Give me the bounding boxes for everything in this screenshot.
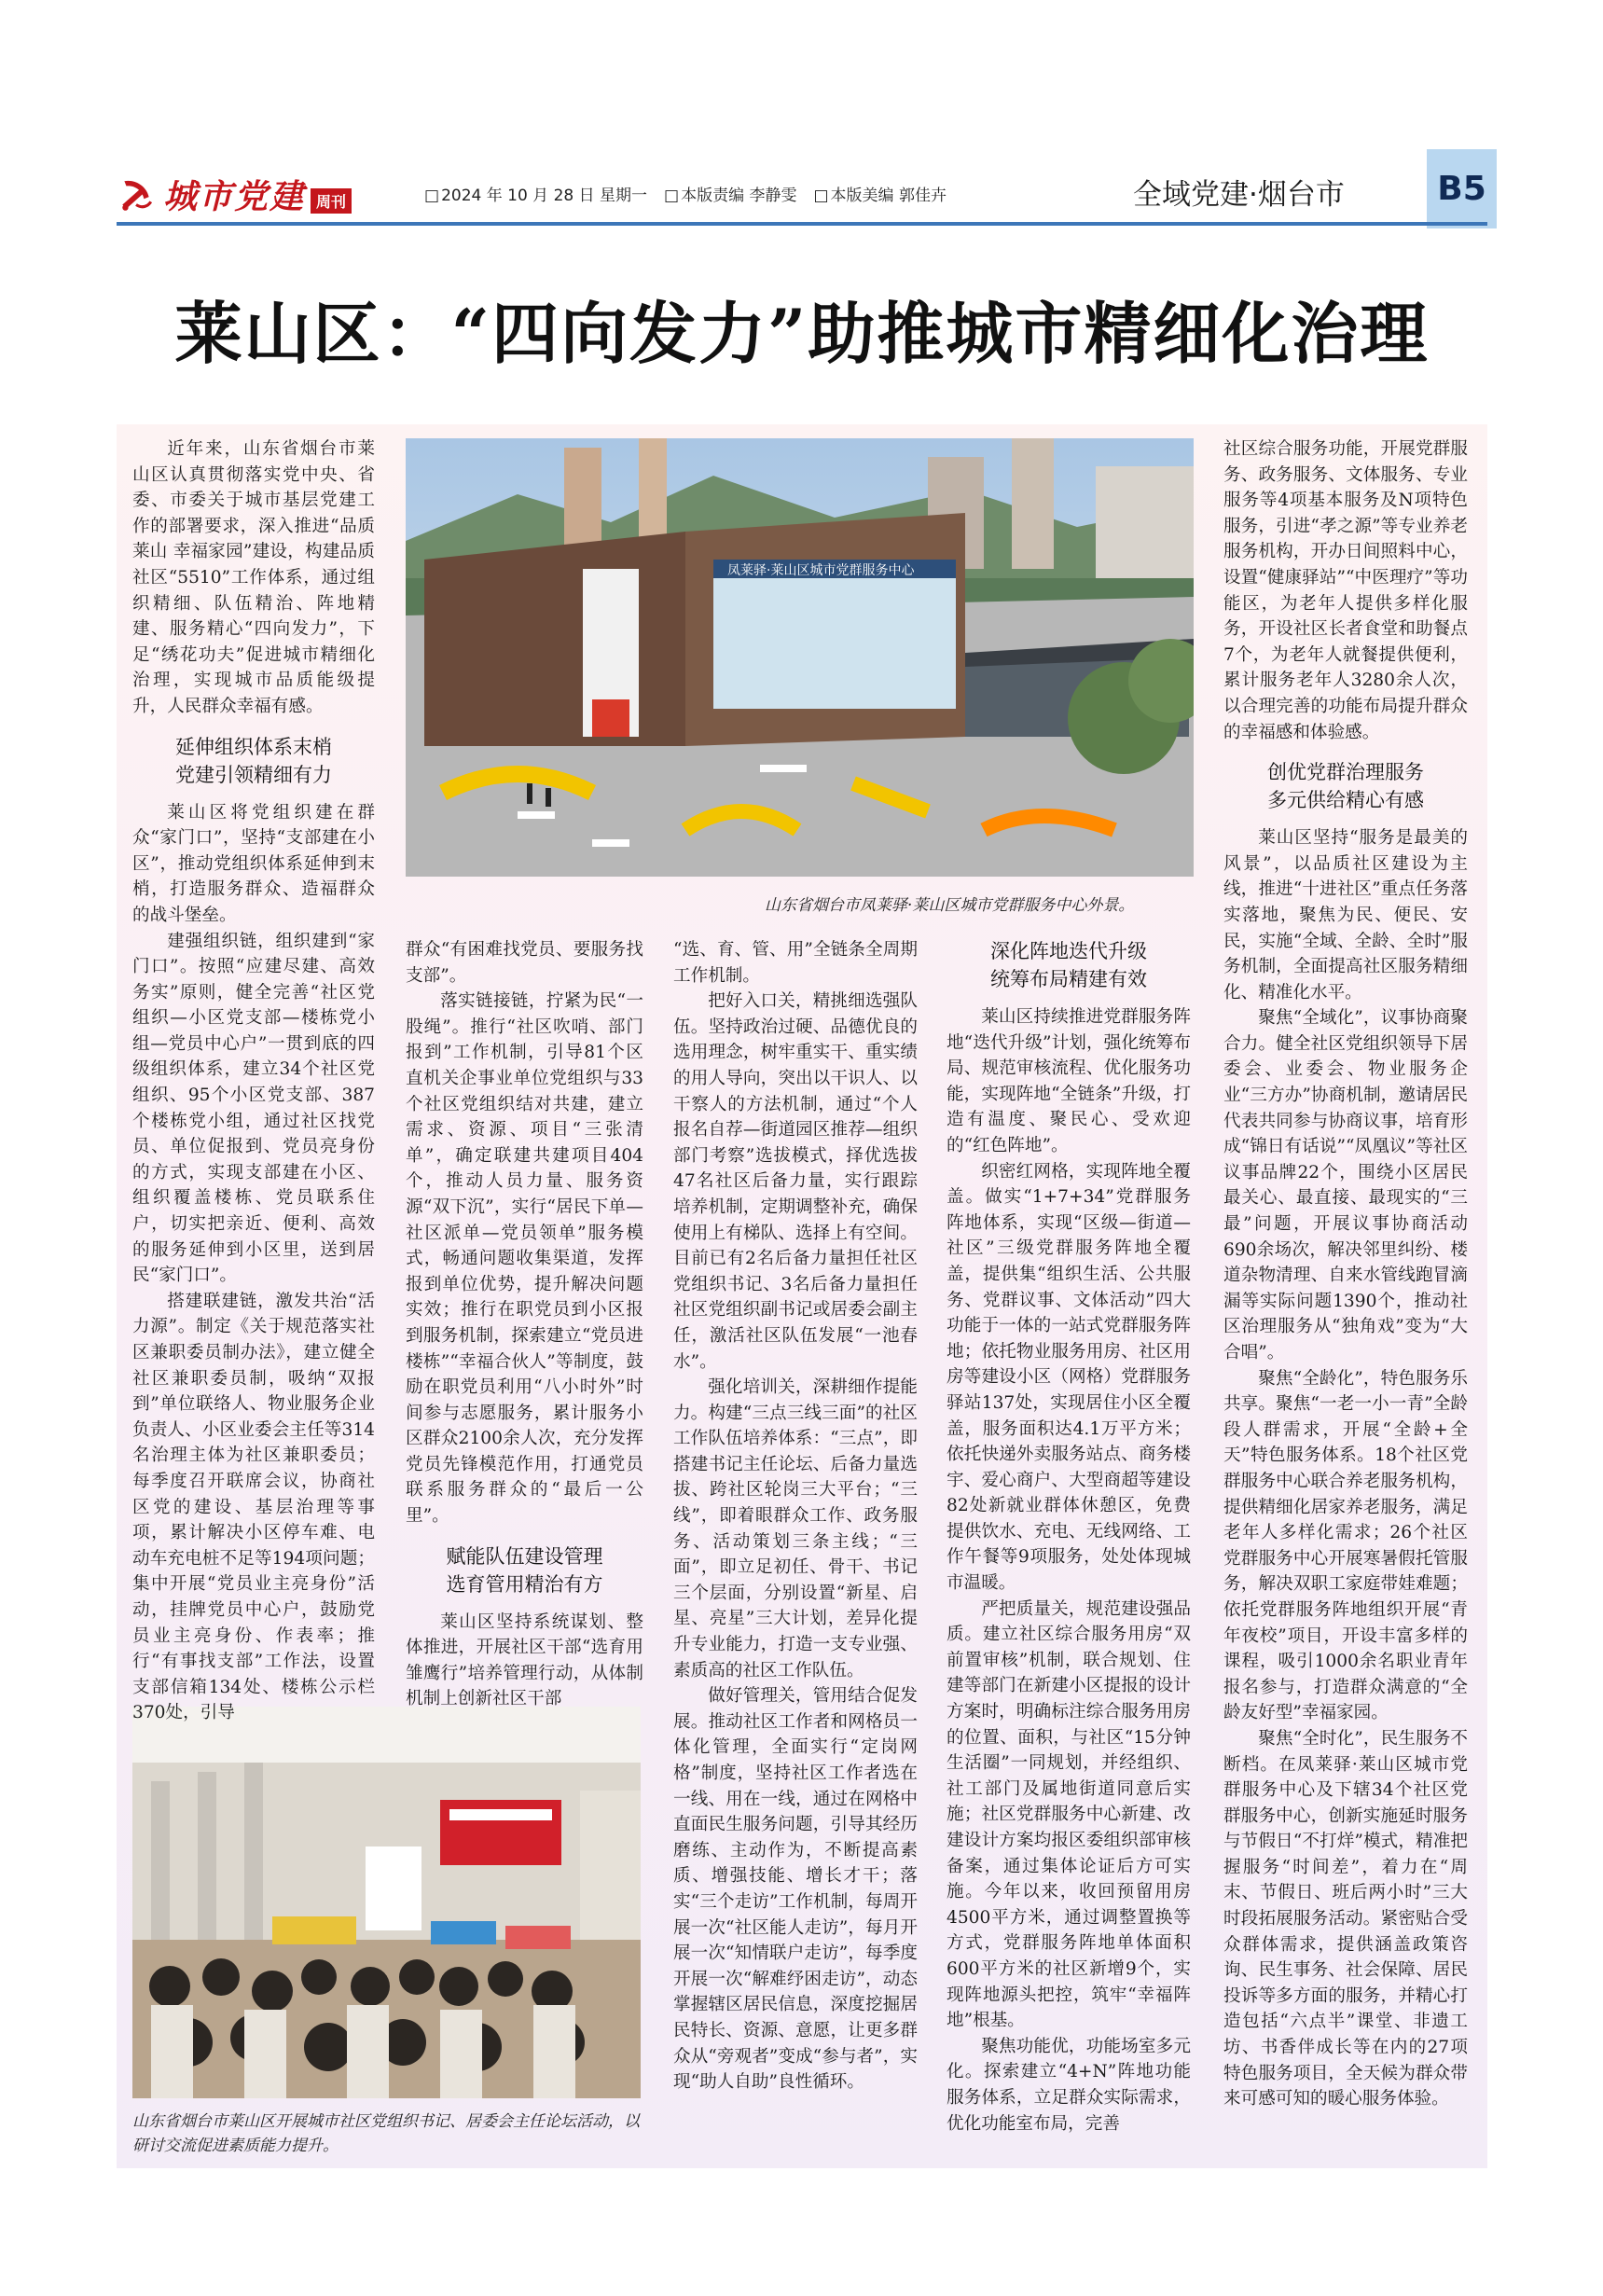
issue-meta xyxy=(424,182,947,205)
paragraph: 莱山区将党组织建在群众“家门口”，坚持“支部建在小区”，推动党组织体系延伸到末梢，打造服务群众、造福群众的战斗堡垒。 xyxy=(132,802,375,925)
heading-1-line-2: 党建引领精细有力 xyxy=(175,763,332,786)
issue-date: □ 2024 年 10 月 28 日 星期一 xyxy=(424,182,647,205)
heading-2-line-1: 赋能队伍建设管理 xyxy=(446,1544,603,1568)
section-name: 全域党建·烟台市 xyxy=(1133,178,1345,212)
brand xyxy=(117,171,352,218)
column-4 xyxy=(947,937,1191,2137)
photo-forum-activity xyxy=(132,1707,641,2098)
masthead xyxy=(117,154,1487,224)
building-sign: 凤莱驿·莱山区城市党群服务中心 xyxy=(727,563,915,578)
heading-3-line-2: 统筹布局精建有效 xyxy=(990,968,1147,990)
column-3 xyxy=(673,937,918,2095)
paragraph: 落实链接链，拧紧为民“一股绳”。推行“社区吹哨、部门报到”工作机制，引导81个区直机关企事业单位党组织与33个社区党组织结对共建，建立需求、资源、项目“三张清单”，确定联建共建项目404个，推动人员力量、服务资源“双下沉”，实行“居民下单—社区派单—党员领单”服务模式，畅通问题收集渠道，发挥报到单位优势，提升解决问题实效；推行在职党员到小区报到服务机制，探索建立“党员进楼栋”“幸福合伙人”等制度，鼓励在职党员利用“八小时外”时间参与志愿服务，累计服务小区群众2100余人次，充分发挥党员先锋模范作用，打通党员联系服务群众的“最后一公里”。 xyxy=(406,991,643,1527)
paragraph: 社区综合服务功能，开展党群服务、政务服务、文体服务、专业服务等4项基本服务及N项特色服务，引进“孝之源”等专业养老服务机构，开办日间照料中心，设置“健康驿站”“中医理疗”等功能区，为老年人提供多样化服务，开设社区长者食堂和助餐点7个，为老年人就餐提供便利，累计服务老年人3280余人次，以合理完善的功能布局提升群众的幸福感和体验感。 xyxy=(1223,439,1468,742)
paragraph: 聚焦“全域化”，议事协商聚合力。健全社区党组织领导下居委会、业委会、物业服务企业“三方办”协商机制，邀请居民代表共同参与协商议事，培育形成“锦日有话说”“凤凰议”等社区议事品牌22个，围绕小区居民最关心、最直接、最现实的“三最”问题，开展议事协商活动690余场次，解决邻里纠纷、楼道杂物清理、自来水管线跑冒滴漏等实际问题1390个，推动社区治理服务从“独角戏”变为“大合唱”。 xyxy=(1223,1008,1468,1362)
paragraph: 莱山区持续推进党群服务阵地“迭代升级”计划，强化统筹布局、规范审核流程、优化服务功能，实现阵地“全链条”升级，打造有温度、聚民心、受欢迎的“红色阵地”。 xyxy=(947,1007,1191,1155)
section-heading-1 xyxy=(132,733,375,789)
building-illustration xyxy=(406,438,1194,877)
page-number: B5 xyxy=(1427,149,1497,228)
section-heading-2 xyxy=(406,1542,643,1598)
brand-name: 城市党建 xyxy=(163,177,306,216)
paragraph: 做好管理关，管用结合促发展。推动社区工作者和网格员一体化管理，全面实行“定岗网格”制度，坚持社区工作者选在一线、用在一线，通过在网格中直面民生服务问题，引导其经历磨练、主动作为，不断提高素质、增强技能、增长才干；落实“三个走访”工作机制，每周开展一次“社区能人走访”，每月开展一次“知情联户走访”，每季度开展一次“解难纾困走访”，动态掌握辖区居民信息，深度挖掘居民特长、资源、意愿，让更多群众从“旁观者”变成“参与者”，实现“助人自助”良性循环。 xyxy=(673,1686,918,2093)
paragraph: “选、育、管、用”全链条全周期工作机制。 xyxy=(673,940,918,986)
forum-illustration xyxy=(132,1707,641,2098)
paragraph: 聚焦功能优，功能场室多元化。探索建立“4+N”阵地功能服务体系，立足群众实际需求，优化功能室布局，完善 xyxy=(947,2036,1191,2134)
heading-2-line-2: 选育管用精治有方 xyxy=(446,1572,603,1596)
heading-4-line-1: 创优党群治理服务 xyxy=(1267,761,1424,784)
paragraph: 建强组织链，组织建到“家门口”。按照“应建尽建、高效务实”原则，健全完善“社区党组织—小区党支部—楼栋党小组—党员中心户”一贯到底的四级组织体系，建立34个社区党组织、95个小区党支部、387个楼栋党小组，通过社区找党员、单位促报到、党员亮身份的方式，实现支部建在小区、组织覆盖楼栋、党员联系住户，切实把亲近、便利、高效的服务延伸到小区里，送到居民“家门口”。 xyxy=(132,931,375,1286)
heading-1-line-1: 延伸组织体系末梢 xyxy=(175,735,332,758)
header-rule xyxy=(117,222,1487,226)
section-heading-3 xyxy=(947,937,1191,993)
column-1 xyxy=(132,436,375,1726)
column-5 xyxy=(1223,436,1468,2112)
brand-badge: 周刊 xyxy=(311,188,352,214)
photo1-caption: 山东省烟台市凤莱驿·莱山区城市党群服务中心外景。 xyxy=(765,896,1135,915)
paragraph: 把好入口关，精挑细选强队伍。坚持政治过硬、品德优良的选用理念，树牢重实干、重实绩的用人导向，突出以干识人、以干察人的方法机制，通过“个人报名自荐—街道园区推荐—组织部门考察”选拔模式，择优选拔47名社区后备力量，实行跟踪培养机制，定期调整补充，确保使用上有梯队、选择上有空间。目前已有2名后备力量担任社区党组织书记、3名后备力量担任社区党组织副书记或居委会副主任，激活社区队伍发展“一池春水”。 xyxy=(673,991,918,1372)
heading-3-line-1: 深化阵地迭代升级 xyxy=(990,940,1147,962)
photo-service-center xyxy=(406,438,1194,877)
paragraph: 聚焦“全龄化”，特色服务乐共享。聚焦“一老一小一青”全龄段人群需求，开展“全龄+全天”特色服务体系。18个社区党群服务中心联合养老服务机构，提供精细化居家养老服务，满足老年人多样化需求；26个社区党群服务中心开展寒暑假托管服务，解决双职工家庭带娃难题；依托党群服务阵地组织开展“青年夜校”项目，开设丰富多样的课程，吸引1000余名职业青年报名参与，打造群众满意的“全龄友好型”幸福家园。 xyxy=(1223,1368,1468,1723)
paragraph: 织密红网格，实现阵地全覆盖。做实“1+7+34”党群服务阵地体系，实现“区级—街道—社区”三级党群服务阵地全覆盖，提供集“组织生活、公共服务、党群议事、文体活动”四大功能于一体的一站式党群服务阵地；依托物业服务用房、社区用房等建设小区（网格）党群服务驿站137处，实现居住小区全覆盖，服务面积达4.1万平方米；依托快递外卖服务站点、商务楼宇、爱心商户、大型商超等建设82处新就业群体休憩区，免费提供饮水、充电、无线网络、工作午餐等9项服务，处处体现城市温暖。 xyxy=(947,1161,1191,1594)
party-emblem-icon xyxy=(117,175,156,214)
page-editor: □ 本版责编 李静雯 xyxy=(664,182,796,205)
intro-paragraph: 近年来，山东省烟台市莱山区认真贯彻落实党中央、省委、市委关于城市基层党建工作的部署要求，深入推进“品质莱山 幸福家园”建设，构建品质社区“5510”工作体系，通过组织精细、队伍精治、阵地精建、服务精心“四向发力”，下足“绣花功夫”促进城市精细化治理，实现城市品质能级提升，人民群众幸福有感。 xyxy=(132,439,375,716)
paragraph: 聚焦“全时化”，民生服务不断档。在凤莱驿·莱山区城市党群服务中心及下辖34个社区党群服务中心，创新实施延时服务与节假日“不打烊”模式，精准把握服务“时间差”，着力在“周末、节假日、班后两小时”三大时段拓展服务活动。紧密贴合受众群体需求，提供涵盖政策咨询、民生事务、社会保障、居民投诉等多方面的服务，并精心打造包括“六点半”课堂、非遗工坊、书香伴成长等在内的27项特色服务项目，全天候为群众带来可感可知的暖心服务体验。 xyxy=(1223,1728,1468,2109)
paragraph: 莱山区坚持“服务是最美的风景”，以品质社区建设为主线，推进“十进社区”重点任务落实落地，聚焦为民、便民、安民，实施“全域、全龄、全时”服务机制，全面提高社区服务精细化、精准化水平。 xyxy=(1223,828,1468,1003)
paragraph: 群众“有困难找党员、要服务找支部”。 xyxy=(406,940,643,986)
page-designer: □ 本版美编 郭佳卉 xyxy=(813,182,946,205)
paragraph: 搭建联建链，激发共治“活力源”。制定《关于规范落实社区兼职委员制办法》，建立健全社区兼职委员制，吸纳“双报到”单位联络人、物业服务企业负责人、小区业委会主任等314名治理主体为社区兼职委员；每季度召开联席会议，协商社区党的建设、基层治理等事项，累计解决小区停车难、电动车充电桩不足等194项问题；集中开展“党员业主亮身份”活动，挂牌党员中心户，鼓励党员业主亮身份、作表率；推行“有事找支部”工作法，设置支部信箱134处、楼栋公示栏370处，引导 xyxy=(132,1291,375,1723)
column-2 xyxy=(406,937,643,1712)
paragraph: 强化培训关，深耕细作提能力。构建“三点三线三面”的社区工作队伍培养体系：“三点”，即搭建书记主任论坛、后备力量选拔、跨社区轮岗三大平台；“三线”，即着眼群众工作、政务服务、活动策划三条主线；“三面”，即立足初任、骨干、书记三个层面，分别设置“新星、启星、亮星”三大计划，差异化提升专业能力，打造一支专业强、素质高的社区工作队伍。 xyxy=(673,1377,918,1681)
heading-4-line-2: 多元供给精心有感 xyxy=(1267,789,1424,812)
photo2-caption: 山东省烟台市莱山区开展城市社区党组织书记、居委会主任论坛活动，以研讨交流促进素质能力提升。 xyxy=(132,2112,640,2155)
paragraph: 莱山区坚持系统谋划、整体推进，开展社区干部“选育用 雏鹰行”培养管理行动，从体制机制上创新社区干部 xyxy=(406,1611,643,1709)
headline: 莱山区：“四向发力”助推城市精细化治理 xyxy=(174,294,1430,373)
section-heading-4 xyxy=(1223,758,1468,814)
paragraph: 严把质量关，规范建设强品质。建立社区综合服务用房“双前置审核”机制，联合规划、住建等部门在新建小区提报的设计方案时，明确标注综合服务用房的位置、面积，与社区“15分钟生活圈”一同规划，并经组织、社工部门及属地街道同意后实施；社区党群服务中心新建、改建设计方案均报区委组织部审核备案，通过集体论证后方可实施。今年以来，收回预留用房4500平方米，通过调整置换等方式，党群服务阵地单体面积600平方米的社区新增9个，实现阵地源头把控，筑牢“幸福阵地”根基。 xyxy=(947,1598,1191,2031)
